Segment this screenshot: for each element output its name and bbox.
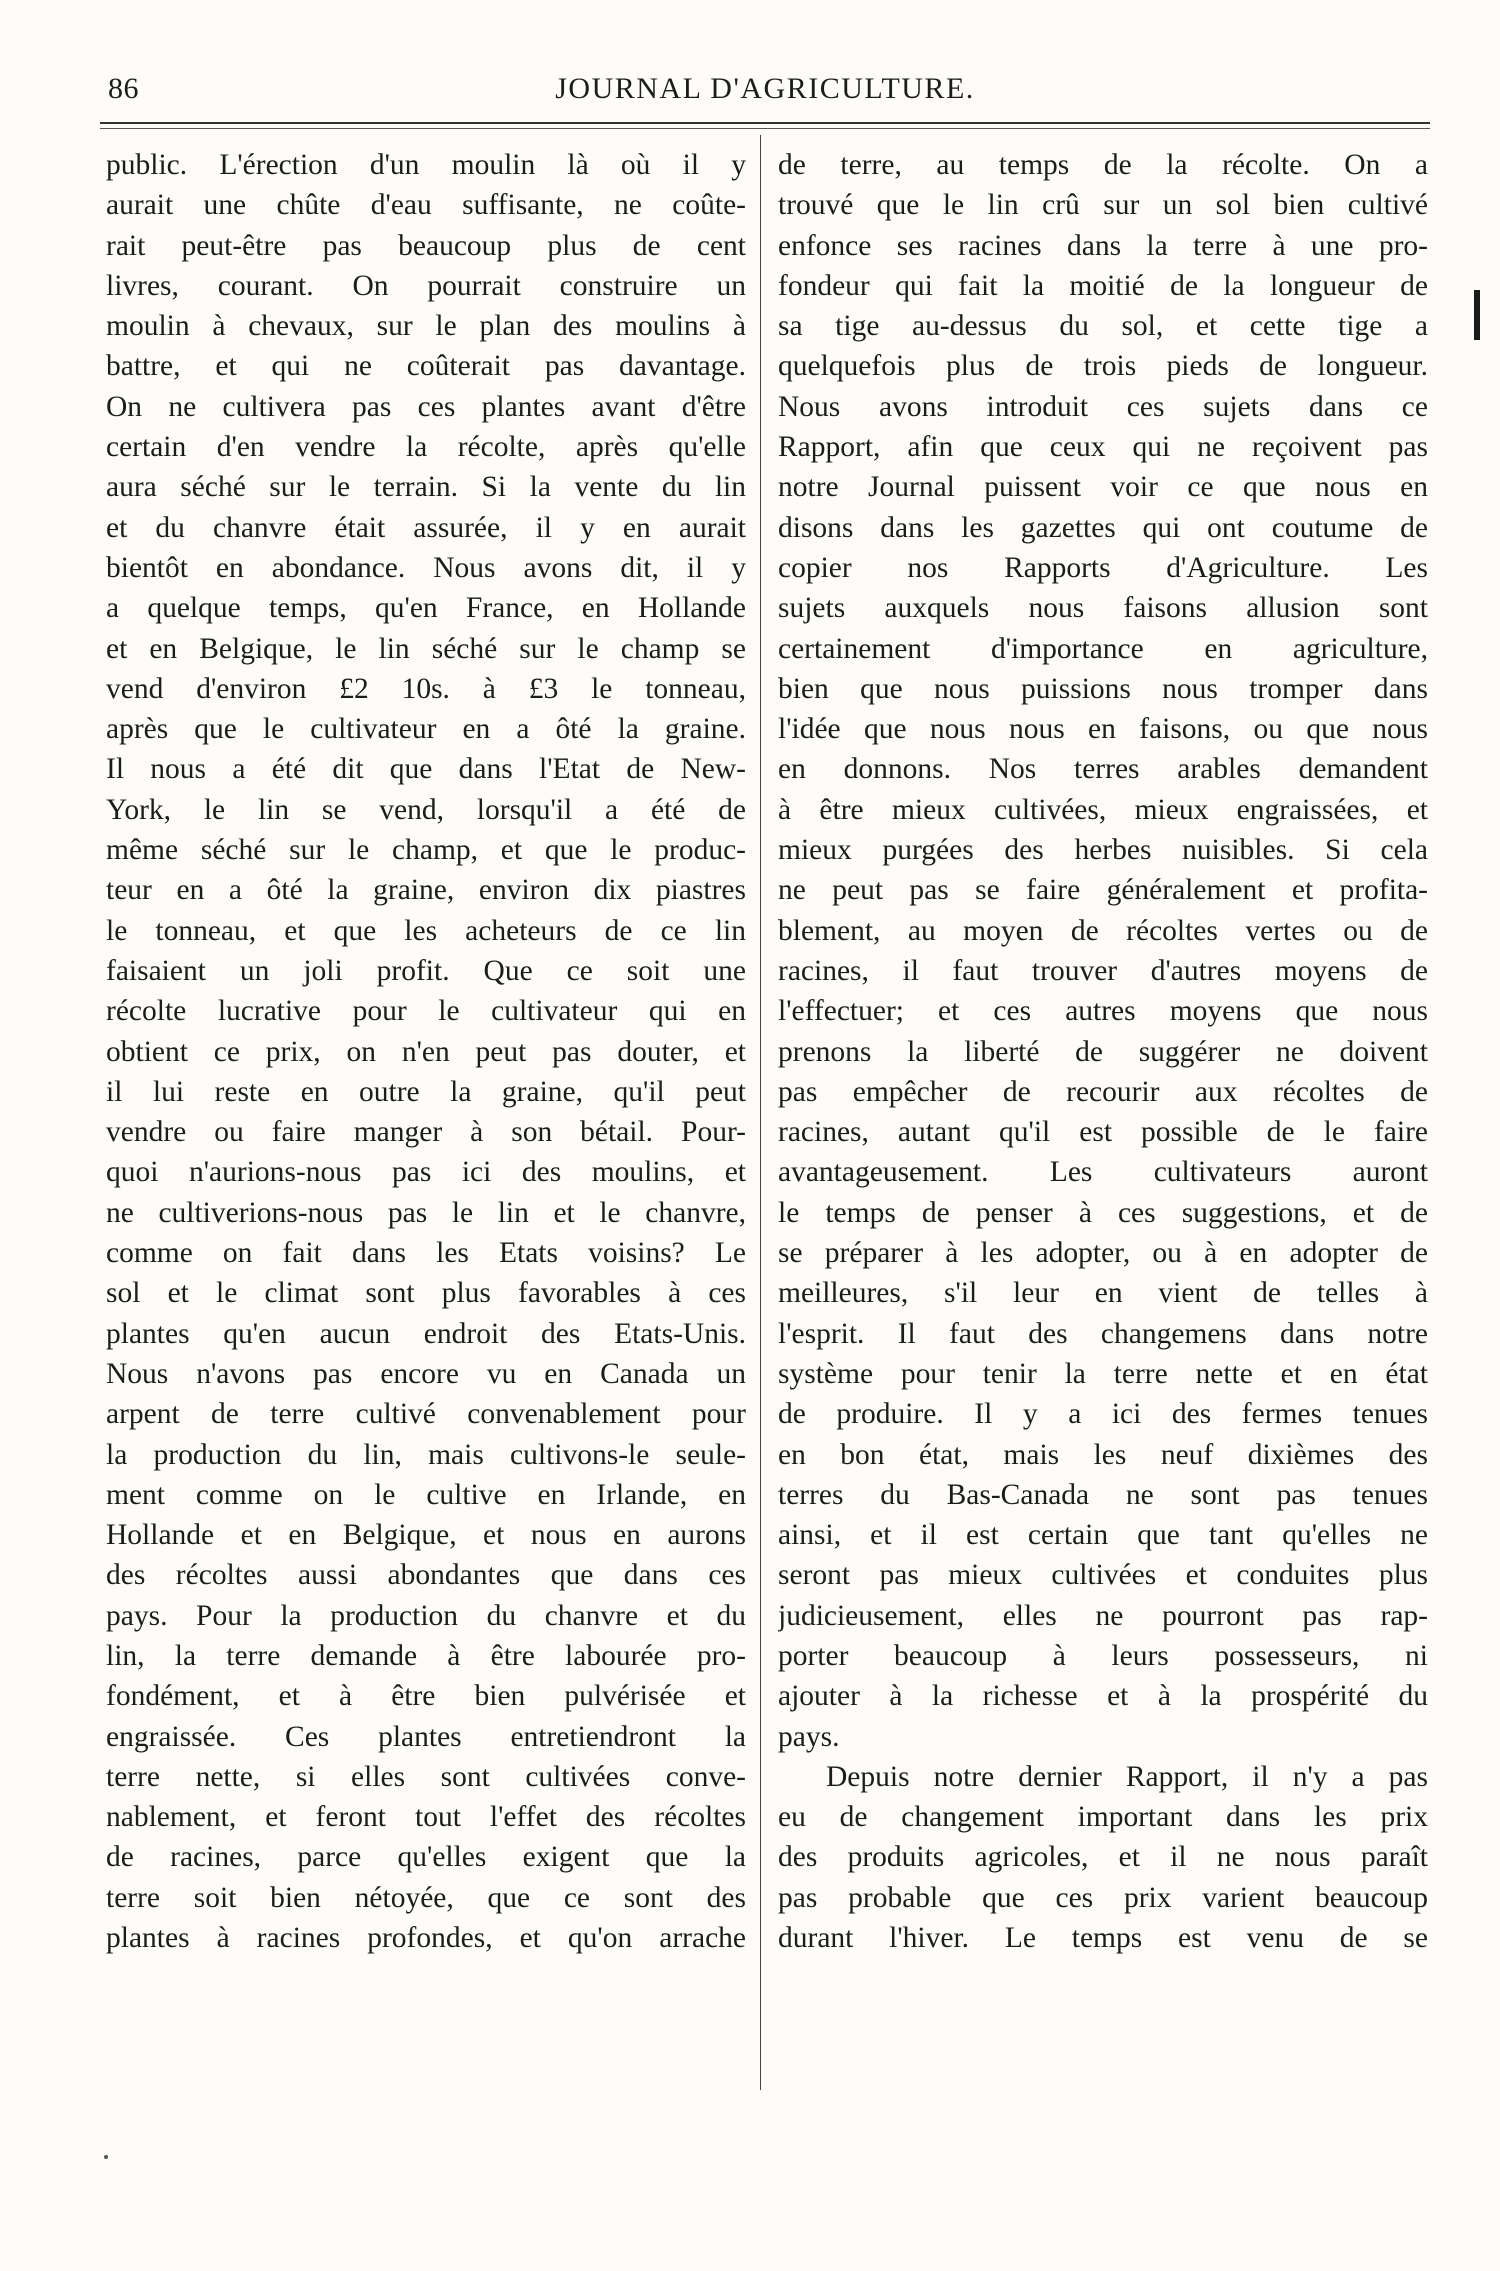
- text-line: disons dans les gazettes qui ont coutume de: [778, 511, 1428, 544]
- text-line: eu de changement important dans les prix: [778, 1801, 1428, 1834]
- text-line: nablement, et feront tout l'effet des récoltes: [106, 1801, 746, 1834]
- text-line: pas probable que ces prix varient beaucoup: [778, 1881, 1428, 1914]
- text-line: terres du Bas-Canada ne sont pas tenues: [778, 1478, 1428, 1511]
- text-line: obtient ce prix, on n'en peut pas douter, et: [106, 1035, 746, 1068]
- text-line: engraissée. Ces plantes entretiendront la: [106, 1720, 746, 1753]
- text-line: Hollande et en Belgique, et nous en aurons: [106, 1519, 746, 1552]
- text-line: vend d'environ £2 10s. à £3 le tonneau,: [106, 672, 746, 705]
- text-line: de racines, parce qu'elles exigent que la: [106, 1841, 746, 1874]
- text-line: enfonce ses racines dans la terre à une pro-: [778, 229, 1428, 262]
- text-line: le temps de penser à ces suggestions, et de: [778, 1196, 1428, 1229]
- text-line: système pour tenir la terre nette et en état: [778, 1357, 1428, 1390]
- header-rule-thin: [100, 128, 1430, 129]
- text-line: racines, autant qu'il est possible de le faire: [778, 1116, 1428, 1149]
- text-line: des récoltes aussi abondantes que dans ces: [106, 1559, 746, 1592]
- text-line: fondément, et à être bien pulvérisée et: [106, 1680, 746, 1713]
- text-line: quelquefois plus de trois pieds de longueur.: [778, 350, 1428, 383]
- page-header: [100, 72, 1430, 122]
- text-line: l'effectuer; et ces autres moyens que nous: [778, 995, 1428, 1028]
- text-line: en donnons. Nos terres arables demandent: [778, 753, 1428, 786]
- text-line: prenons la liberté de suggérer ne doivent: [778, 1035, 1428, 1068]
- page-number: 86: [108, 72, 139, 105]
- text-line: sujets auxquels nous faisons allusion sont: [778, 592, 1428, 625]
- text-line: bientôt en abondance. Nous avons dit, il y: [106, 551, 746, 584]
- text-line: faisaient un joli profit. Que ce soit une: [106, 954, 746, 987]
- text-line: ne cultiverions-nous pas le lin et le chanvre,: [106, 1196, 746, 1229]
- text-line: moulin à chevaux, sur le plan des moulins à: [106, 310, 746, 343]
- text-line: l'idée que nous nous en faisons, ou que nous: [778, 713, 1428, 746]
- text-line: après que le cultivateur en a ôté la graine.: [106, 713, 746, 746]
- text-line: Depuis notre dernier Rapport, il n'y a pas: [826, 1760, 1428, 1793]
- text-line: trouvé que le lin crû sur un sol bien cultivé: [778, 189, 1428, 222]
- text-line: en bon état, mais les neuf dixièmes des: [778, 1438, 1428, 1471]
- text-line: public. L'érection d'un moulin là où il y: [106, 149, 746, 181]
- text-line: il lui reste en outre la graine, qu'il peut: [106, 1075, 746, 1108]
- left-column: [106, 145, 746, 1958]
- margin-mark: [1474, 290, 1480, 340]
- column-divider: [760, 135, 761, 2090]
- text-line: des produits agricoles, et il ne nous paraît: [778, 1841, 1428, 1874]
- text-line: Il nous a été dit que dans l'Etat de New-: [106, 753, 746, 786]
- text-line: meilleures, s'il leur en vient de telles à: [778, 1277, 1428, 1310]
- text-line: se préparer à les adopter, ou à en adopter de: [778, 1237, 1428, 1270]
- text-line: pas empêcher de recourir aux récoltes de: [778, 1075, 1428, 1108]
- text-line: pays. Pour la production du chanvre et du: [106, 1599, 746, 1632]
- text-line: On ne cultivera pas ces plantes avant d'être: [106, 390, 746, 423]
- text-line: bien que nous puissions nous tromper dans: [778, 672, 1428, 705]
- text-line: de produire. Il y a ici des fermes tenues: [778, 1398, 1428, 1431]
- text-line: aurait une chûte d'eau suffisante, ne coûte-: [106, 189, 746, 222]
- text-line: la production du lin, mais cultivons-le seule-: [106, 1438, 746, 1471]
- text-line: le tonneau, et que les acheteurs de ce lin: [106, 914, 746, 947]
- ink-speck: [104, 2155, 108, 2159]
- text-line: Nous avons introduit ces sujets dans ce: [778, 390, 1428, 423]
- text-line: ne peut pas se faire généralement et profita-: [778, 874, 1428, 907]
- text-line: l'esprit. Il faut des changemens dans notre: [778, 1317, 1428, 1350]
- text-line: comme on fait dans les Etats voisins? Le: [106, 1237, 746, 1270]
- text-line: mieux purgées des herbes nuisibles. Si cela: [778, 834, 1428, 867]
- text-line: avantageusement. Les cultivateurs auront: [778, 1156, 1428, 1189]
- text-line: sa tige au-dessus du sol, et cette tige a: [778, 310, 1428, 343]
- text-line: teur en a ôté la graine, environ dix piastres: [106, 874, 746, 907]
- text-line: récolte lucrative pour le cultivateur qui en: [106, 995, 746, 1028]
- text-line: blement, au moyen de récoltes vertes ou de: [778, 914, 1428, 947]
- text-line: copier nos Rapports d'Agriculture. Les: [778, 551, 1428, 584]
- text-line: plantes qu'en aucun endroit des Etats-Unis.: [106, 1317, 746, 1350]
- text-line: et du chanvre était assurée, il y en aurait: [106, 511, 746, 544]
- text-line: Rapport, afin que ceux qui ne reçoivent pas: [778, 431, 1428, 464]
- text-line: York, le lin se vend, lorsqu'il a été de: [106, 793, 746, 826]
- text-line: Nous n'avons pas encore vu en Canada un: [106, 1357, 746, 1390]
- text-line: ainsi, et il est certain que tant qu'elles ne: [778, 1519, 1428, 1552]
- text-line: terre soit bien nétoyée, que ce sont des: [106, 1881, 746, 1914]
- text-line: plantes à racines profondes, et qu'on arrache: [106, 1922, 746, 1955]
- text-line: quoi n'aurions-nous pas ici des moulins, et: [106, 1156, 746, 1189]
- text-line: de terre, au temps de la récolte. On a: [778, 149, 1428, 181]
- text-line: lin, la terre demande à être labourée pro-: [106, 1639, 746, 1672]
- text-line: même séché sur le champ, et que le produc-: [106, 834, 746, 867]
- text-line: fondeur qui fait la moitié de la longueur de: [778, 269, 1428, 302]
- text-line: sol et le climat sont plus favorables à ces: [106, 1277, 746, 1310]
- text-line: certain d'en vendre la récolte, après qu'elle: [106, 431, 746, 464]
- text-line: ajouter à la richesse et à la prospérité du: [778, 1680, 1428, 1713]
- header-rule: [100, 122, 1430, 124]
- text-line: et en Belgique, le lin séché sur le champ se: [106, 632, 746, 665]
- text-line: aura séché sur le terrain. Si la vente du lin: [106, 471, 746, 504]
- text-line: a quelque temps, qu'en France, en Hollande: [106, 592, 746, 625]
- text-line: ment comme on le cultive en Irlande, en: [106, 1478, 746, 1511]
- text-line: notre Journal puissent voir ce que nous en: [778, 471, 1428, 504]
- text-line: rait peut-être pas beaucoup plus de cent: [106, 229, 746, 262]
- running-head: JOURNAL D'AGRICULTURE.: [555, 72, 975, 105]
- text-line: vendre ou faire manger à son bétail. Pour-: [106, 1116, 746, 1149]
- text-line: terre nette, si elles sont cultivées conve-: [106, 1760, 746, 1793]
- text-line: racines, il faut trouver d'autres moyens de: [778, 954, 1428, 987]
- text-line: livres, courant. On pourrait construire un: [106, 269, 746, 302]
- text-line: seront pas mieux cultivées et conduites plus: [778, 1559, 1428, 1592]
- text-line: durant l'hiver. Le temps est venu de se: [778, 1922, 1428, 1955]
- text-line: judicieusement, elles ne pourront pas rap-: [778, 1599, 1428, 1632]
- text-line: certainement d'importance en agriculture,: [778, 632, 1428, 665]
- text-line: arpent de terre cultivé convenablement pour: [106, 1398, 746, 1431]
- text-line: porter beaucoup à leurs possesseurs, ni: [778, 1639, 1428, 1672]
- right-column: [778, 145, 1428, 1958]
- text-line: à être mieux cultivées, mieux engraissées, et: [778, 793, 1428, 826]
- text-line: pays.: [778, 1720, 840, 1753]
- text-line: battre, et qui ne coûterait pas davantage.: [106, 350, 746, 383]
